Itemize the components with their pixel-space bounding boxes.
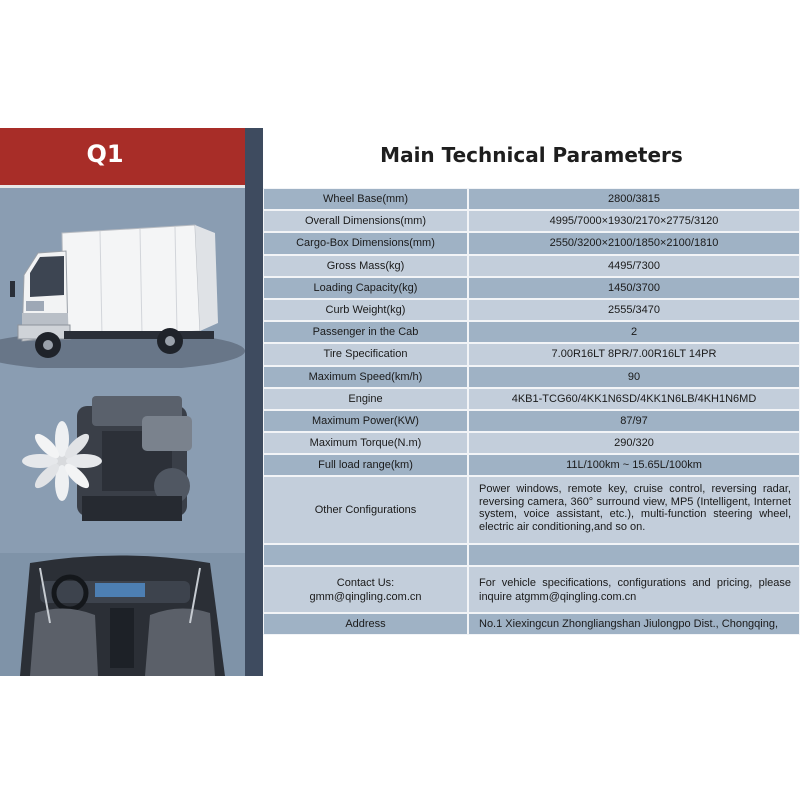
param-label: Curb Weight(kg) [263, 299, 468, 321]
model-title: Q1 [86, 140, 124, 168]
param-label: Loading Capacity(kg) [263, 277, 468, 299]
table-row [263, 255, 800, 277]
param-value: 2555/3470 [468, 299, 800, 321]
table-row [263, 232, 800, 254]
param-label: Maximum Speed(km/h) [263, 366, 468, 388]
param-label: Maximum Power(KW) [263, 410, 468, 432]
page-title: Main Technical Parameters [380, 143, 683, 167]
other-configurations-row [263, 476, 800, 544]
contact-row [263, 566, 800, 613]
address-label: Address [263, 613, 468, 635]
empty-cell [468, 544, 800, 566]
param-label: Cargo-Box Dimensions(mm) [263, 232, 468, 254]
param-label: Engine [263, 388, 468, 410]
param-label: Tire Specification [263, 343, 468, 365]
panel-divider [245, 128, 263, 676]
param-label: Other Configurations [263, 476, 468, 544]
engine-image [22, 386, 222, 536]
param-value: 11L/100km ~ 15.65L/100km [468, 454, 800, 476]
table-row [263, 410, 800, 432]
param-value: 4KB1-TCG60/4KK1N6SD/4KK1N6LB/4KH1N6MD [468, 388, 800, 410]
param-value: 2800/3815 [468, 188, 800, 210]
param-value: 4995/7000×1930/2170×2775/3120 [468, 210, 800, 232]
param-label: Full load range(km) [263, 454, 468, 476]
contact-label: Contact Us: [336, 576, 395, 589]
table-row [263, 321, 800, 343]
table-row [263, 454, 800, 476]
contact-label-cell [263, 566, 468, 613]
param-label: Passenger in the Cab [263, 321, 468, 343]
param-value: 87/97 [468, 410, 800, 432]
model-header [0, 128, 245, 188]
param-value: 4495/7300 [468, 255, 800, 277]
param-value: 90 [468, 366, 800, 388]
param-value: 1450/3700 [468, 277, 800, 299]
table-row [263, 432, 800, 454]
table-spacer-row [263, 544, 800, 566]
parameters-panel [263, 128, 800, 676]
param-label: Maximum Torque(N.m) [263, 432, 468, 454]
table-row [263, 188, 800, 210]
table-row [263, 277, 800, 299]
parameters-table [263, 188, 800, 635]
contact-note: For vehicle specifications, configurations and pricing, please inquire atgmm@qingling.com.cn [468, 566, 800, 613]
param-label: Wheel Base(mm) [263, 188, 468, 210]
address-row [263, 613, 800, 635]
table-row [263, 366, 800, 388]
empty-cell [263, 544, 468, 566]
table-row [263, 299, 800, 321]
table-row [263, 210, 800, 232]
cabin-interior-image [0, 553, 245, 676]
truck-image [0, 213, 245, 368]
param-label: Gross Mass(kg) [263, 255, 468, 277]
param-value: Power windows, remote key, cruise control, reversing radar, reversing camera, 360° surround view, MP5 (Intelligent, Internet system, voice assistant, etc.), multi-function steering wheel, electric air conditioning,and so on. [468, 476, 800, 544]
param-value: 2550/3200×2100/1850×2100/1810 [468, 232, 800, 254]
table-row [263, 388, 800, 410]
table-row [263, 343, 800, 365]
model-panel [0, 128, 245, 676]
param-value: 7.00R16LT 8PR/7.00R16LT 14PR [468, 343, 800, 365]
contact-email: gmm@qingling.com.cn [309, 590, 422, 603]
param-value: 2 [468, 321, 800, 343]
address-value: No.1 Xiexingcun Zhongliangshan Jiulongpo Dist., Chongqing, [468, 613, 800, 635]
param-value: 290/320 [468, 432, 800, 454]
param-label: Overall Dimensions(mm) [263, 210, 468, 232]
